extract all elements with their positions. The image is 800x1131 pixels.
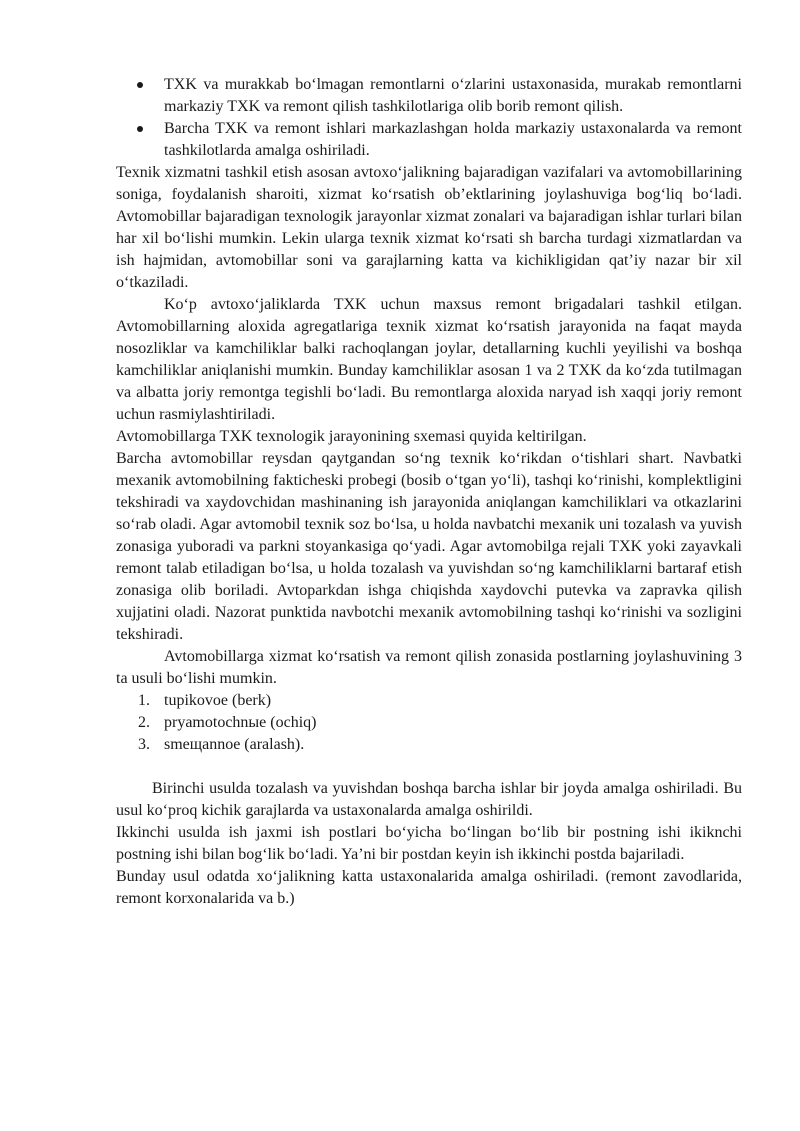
paragraph-first-method: Birinchi usulda tozalash va yuvishdan boshqa barcha ishlar bir joyda amalga oshiriladi. Bu usul ko‘proq kichik garajlarda va ustaxonalarda amalga oshirildi. xyxy=(116,780,742,819)
paragraph-brigades: Ko‘p avtoxo‘jaliklarda TXK uchun maxsus remont brigadalari tashkil etilgan. Avtomobillarning aloxida agregatlariga texnik xizmat ko‘rsatish jarayonida na faqat mayda nosozliklar va kamchiliklar balki rachoqlangan joylar, detallarning kuchli yeyilishi va boshqa kamchiliklar aniqlanishi mumkin. Bunday kamchiliklar asosan 1 va 2 TXK da ko‘zda tutilmagan va albatta joriy remontga tegishli bo‘ladi. Bu remontlarga aloxida naryad ish xaqqi joriy remont uchun rasmiylashtiriladi. xyxy=(116,296,742,423)
list-item: Barcha TXK va remont ishlari markazlashgan holda markaziy ustaxonalarda va remont tashkilotlarda amalga oshiriladi. xyxy=(164,118,742,162)
bullet-list xyxy=(116,74,742,162)
list-text: smeщannoe (aralash). xyxy=(164,736,305,753)
list-number: 1. xyxy=(138,692,150,709)
list-number: 2. xyxy=(138,714,150,731)
document-page xyxy=(116,74,742,910)
paragraph-organization: Texnik xizmatni tashkil etish asosan avtoxo‘jalikning bajaradigan vazifalari va avtomobillarining soniga, foydalanish sharoiti, xizmat ko‘rsatish ob’ektlarining joylashuviga bog‘liq bo‘ladi. Avtomobillar bajaradigan texnologik jarayonlar xizmat zonalari va bajaradigan ishlar turlari bilan har xil bo‘lishi mumkin. Lekin ularga texnik xizmat ko‘rsati sh barcha turdagi xizmatlardan va ish hajmidan, avtomobillar soni va garajlarning katta va kichikligidan qat’iy nazar bir xil o‘tkaziladi. xyxy=(116,164,742,291)
list-number: 3. xyxy=(138,736,150,753)
paragraph-post-layout: Avtomobillarga xizmat ko‘rsatish va remont qilish zonasida postlarning joylashuvining 3 ta usuli bo‘lishi mumkin. xyxy=(116,648,742,687)
blank-line xyxy=(116,756,742,778)
list-item xyxy=(138,690,742,712)
list-item xyxy=(138,734,742,756)
methods-list xyxy=(116,690,742,756)
list-text: pryamotochnые (ochiq) xyxy=(164,714,317,731)
list-item xyxy=(138,712,742,734)
paragraph-second-method: Ikkinchi usulda ish jaxmi ish postlari bo‘yicha bo‘lingan bo‘lib bir postning ishi ikiknchi postning ishi bilan bog‘lik bo‘ladi. Ya’ni bir postdan keyin ish ikkinchi postda bajariladi. xyxy=(116,824,742,863)
paragraph-process: Barcha avtomobillar reysdan qaytgandan so‘ng texnik ko‘rikdan o‘tishlari shart. Navbatki mexanik avtomobilning fakticheski probegi (bosib o‘tgan yo‘li), tashqi ko‘rinishi, komplektligini tekshiradi va xaydovchidan mashinaning ish jarayonida aniqlangan kamchiliklari va otkazlarini so‘rab oladi. Agar avtomobil texnik soz bo‘lsa, u holda navbatchi mexanik uni tozalash va yuvish zonasiga yuboradi va parkni stoyankasiga qo‘yadi. Agar avtomobilga rejali TXK yoki zayavkali remont talab etiladigan bo‘lsa, u holda tozalash va yuvishdan so‘ng kamchiliklarni bartaraf etish zonasiga olib boriladi. Avtoparkdan ishga chiqishda xaydovchi putevka va zapravka qilish xujjatini oladi. Nazorat punktida navbotchi mexanik avtomobilning tashqi ko‘rinishi va sozligini tekshiradi. xyxy=(116,450,742,643)
paragraph-scheme-intro: Avtomobillarga TXK texnologik jarayonining sxemasi quyida keltirilgan. xyxy=(116,428,587,445)
list-text: tupikovoe (berk) xyxy=(164,692,272,709)
list-item: TXK va murakkab bo‘lmagan remontlarni o‘zlarini ustaxonasida, murakab remontlarni markaziy TXK va remont qilish tashkilotlariga olib borib remont qilish. xyxy=(164,74,742,118)
paragraph-usage: Bunday usul odatda xo‘jalikning katta ustaxonalarida amalga oshiriladi. (remont zavodlarida, remont korxonalarida va b.) xyxy=(116,868,742,907)
